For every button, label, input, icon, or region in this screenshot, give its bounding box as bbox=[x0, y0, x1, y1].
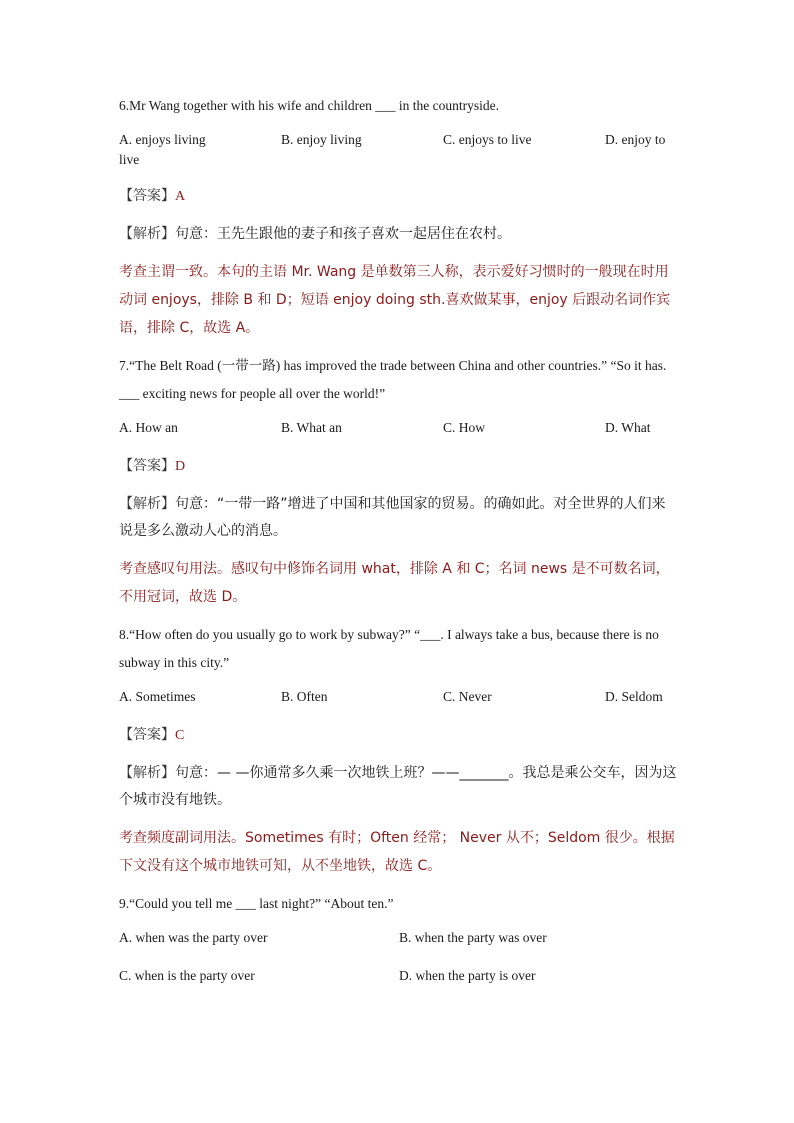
analysis-note: 考查频度副词用法。Sometimes 有时；Often 经常； Never 从不；Seldom 很少。根据下文没有这个城市地铁可知，从不坐地铁，故选 C。 bbox=[119, 830, 675, 874]
explanation bbox=[119, 491, 679, 545]
option-d: D. What bbox=[605, 420, 651, 435]
option-c: C. Never bbox=[443, 689, 492, 704]
option-a: A. when was the party over bbox=[119, 930, 268, 945]
question-9-options-row-1 bbox=[119, 926, 679, 950]
explanation-text: 句意：王先生跟他的妻子和孩子喜欢一起居住在农村。 bbox=[175, 226, 511, 242]
answer-label: 【答案】 bbox=[119, 727, 175, 743]
explanation bbox=[119, 221, 679, 248]
question-7-stem: 7.“The Belt Road (一带一路) has improved the trade between China and other countries.” “So it has. ___ exciting news for people all over the world!” bbox=[119, 358, 667, 401]
option-d: D. enjoy to bbox=[605, 132, 666, 147]
answer-label: 【答案】 bbox=[119, 188, 175, 204]
option-a: A. How an bbox=[119, 420, 178, 435]
option-c: C. when is the party over bbox=[119, 968, 255, 983]
option-c: C. How bbox=[443, 420, 486, 435]
document-page bbox=[119, 92, 679, 1002]
explanation-text: 句意：— —你通常多久乘一次地铁上班？——_______。我总是乘公交车，因为这个城市没有地铁。 bbox=[119, 765, 677, 808]
option-c: C. enjoys to live bbox=[443, 132, 532, 147]
answer-line bbox=[119, 182, 679, 211]
option-b: B. Often bbox=[281, 689, 328, 704]
question-9-stem: 9.“Could you tell me ___ last night?” “About ten.” bbox=[119, 896, 394, 911]
explanation bbox=[119, 760, 679, 814]
explanation-text: 句意：“一带一路”增进了中国和其他国家的贸易。的确如此。对全世界的人们来说是多么激动人心的消息。 bbox=[119, 496, 666, 539]
answer-value: A bbox=[175, 189, 186, 204]
answer-line bbox=[119, 721, 679, 750]
option-d: D. when the party is over bbox=[399, 968, 536, 983]
question-9-options-row-2 bbox=[119, 964, 679, 988]
question-6-stem: 6.Mr Wang together with his wife and children ___ in the countryside. bbox=[119, 98, 499, 113]
question-7-options bbox=[119, 416, 679, 440]
analysis-note: 考查主谓一致。本句的主语 Mr. Wang 是单数第三人称，表示爱好习惯时的一般现在时用动词 enjoys，排除 B 和 D；短语 enjoy doing sth.喜欢做某事，enjoy 后跟动名词作宾语，排除 C，故选 A。 bbox=[119, 264, 671, 336]
option-a: A. Sometimes bbox=[119, 689, 196, 704]
answer-label: 【答案】 bbox=[119, 458, 175, 474]
explanation-label: 【解析】 bbox=[119, 496, 175, 512]
question-8-stem: 8.“How often do you usually go to work by subway?” “___. I always take a bus, because there is no subway in this city.” bbox=[119, 627, 659, 670]
explanation-label: 【解析】 bbox=[119, 765, 175, 781]
option-d-wrap: live bbox=[119, 152, 140, 167]
explanation-label: 【解析】 bbox=[119, 226, 175, 242]
question-6-options bbox=[119, 128, 679, 170]
option-b: B. What an bbox=[281, 420, 342, 435]
option-b: B. when the party was over bbox=[399, 930, 547, 945]
answer-line bbox=[119, 452, 679, 481]
answer-value: C bbox=[175, 728, 185, 743]
option-a: A. enjoys living bbox=[119, 132, 206, 147]
analysis-note: 考查感叹句用法。感叹句中修饰名词用 what，排除 A 和 C；名词 news 是不可数名词，不用冠词，故选 D。 bbox=[119, 561, 670, 605]
option-d: D. Seldom bbox=[605, 689, 663, 704]
option-b: B. enjoy living bbox=[281, 132, 362, 147]
answer-value: D bbox=[175, 459, 186, 474]
question-8-options bbox=[119, 685, 679, 709]
